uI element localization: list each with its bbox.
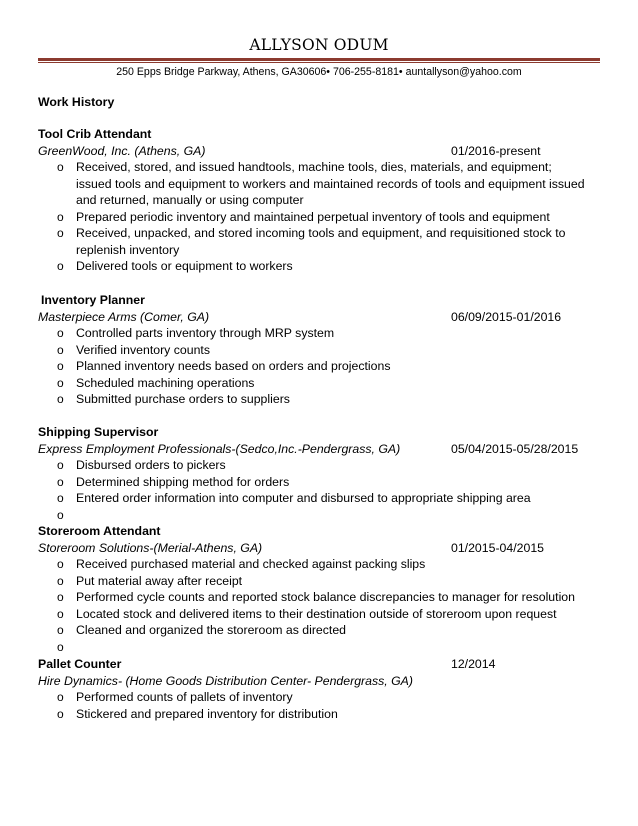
bullet-marker: o — [57, 606, 64, 621]
bullet-text: replenish inventory — [76, 242, 180, 257]
job-employer: Masterpiece Arms (Comer, GA) — [38, 309, 210, 324]
job-title: Pallet Counter — [38, 657, 122, 671]
bullet-marker: o — [57, 491, 64, 505]
job-employer: Storeroom Solutions-(Merial-Athens, GA) — [38, 540, 263, 555]
header-rule-thin — [38, 62, 600, 63]
bullet-text: Delivered tools or equipment to workers — [76, 259, 293, 273]
bullet-marker: o — [57, 375, 64, 390]
bullet-marker: o — [57, 342, 64, 357]
bullet-marker: o — [57, 226, 64, 240]
bullet-text: Disbursed orders to pickers — [76, 458, 226, 472]
bullet-text: Controlled parts inventory through MRP system — [76, 326, 335, 340]
bullet-marker: o — [57, 209, 64, 224]
job-dates: 06/09/2015-01/2016 — [451, 309, 562, 324]
bullet-text: Received purchased material and checked against packing slips — [76, 557, 426, 571]
bullet-text: Entered order information into computer and disbursed to appropriate shipping area — [76, 491, 531, 505]
bullet-text: Planned inventory needs based on orders and projections — [76, 359, 391, 373]
bullet-text: Determined shipping method for orders — [76, 474, 290, 489]
job-dates: 05/04/2015-05/28/2015 — [451, 441, 579, 456]
bullet-marker: o — [57, 690, 64, 704]
bullet-text: Stickered and prepared inventory for distribution — [76, 706, 338, 721]
bullet-marker: o — [57, 623, 64, 637]
bullet-text: Located stock and delivered items to their destination outside of storeroom upon request — [76, 606, 557, 621]
bullet-marker: o — [57, 326, 64, 340]
bullet-marker: o — [57, 474, 64, 489]
bullet-marker: o — [57, 557, 64, 571]
bullet-text: and returned, manually or using computer — [76, 193, 304, 207]
bullet-text: Verified inventory counts — [76, 342, 210, 357]
bullet-marker: o — [57, 160, 64, 174]
job-dates: 01/2016-present — [451, 143, 541, 158]
bullet-marker: o — [57, 359, 64, 373]
bullet-marker: o — [57, 507, 64, 522]
bullet-text: issued tools and equipment to workers and maintained records of tools and equipment issued — [76, 176, 585, 191]
bullet-text: Put material away after receipt — [76, 573, 243, 588]
bullet-marker: o — [57, 259, 64, 273]
bullet-marker: o — [57, 706, 64, 721]
job-dates: 12/2014 — [451, 657, 496, 671]
bullet-marker: o — [57, 639, 64, 654]
bullet-marker: o — [57, 458, 64, 472]
bullet-marker: o — [57, 392, 64, 406]
candidate-name: ALLYSON ODUM — [249, 36, 389, 54]
job-employer: Hire Dynamics- (Home Goods Distribution Center- Pendergrass, GA) — [38, 673, 413, 688]
bullet-marker: o — [57, 573, 64, 588]
bullet-text: Submitted purchase orders to suppliers — [76, 392, 290, 406]
job-title: Tool Crib Attendant — [38, 127, 152, 141]
bullet-text: Received, stored, and issued handtools, machine tools, dies, materials, and equipment; — [76, 160, 552, 174]
bullet-text: Performed counts of pallets of inventory — [76, 690, 293, 704]
header-rule — [38, 58, 600, 61]
job-title: Storeroom Attendant — [38, 524, 161, 538]
job-title: Inventory Planner — [41, 293, 145, 307]
bullet-text: Scheduled machining operations — [76, 375, 255, 390]
job-dates: 01/2015-04/2015 — [451, 540, 544, 555]
job-employer: GreenWood, Inc. (Athens, GA) — [38, 143, 206, 158]
section-title: Work History — [38, 95, 115, 109]
bullet-text: Prepared periodic inventory and maintained perpetual inventory of tools and equipment — [76, 209, 550, 224]
contact-line: 250 Epps Bridge Parkway, Athens, GA30606• 706-255-8181• auntallyson@yahoo.com — [116, 66, 522, 78]
job-title: Shipping Supervisor — [38, 425, 159, 439]
bullet-marker: o — [57, 590, 64, 604]
bullet-text: Received, unpacked, and stored incoming tools and equipment, and requisitioned stock to — [76, 226, 566, 240]
bullet-text: Cleaned and organized the storeroom as directed — [76, 623, 347, 637]
job-employer: Express Employment Professionals-(Sedco,Inc.-Pendergrass, GA) — [38, 441, 401, 456]
bullet-text: Performed cycle counts and reported stock balance discrepancies to manager for resolution — [76, 590, 575, 604]
